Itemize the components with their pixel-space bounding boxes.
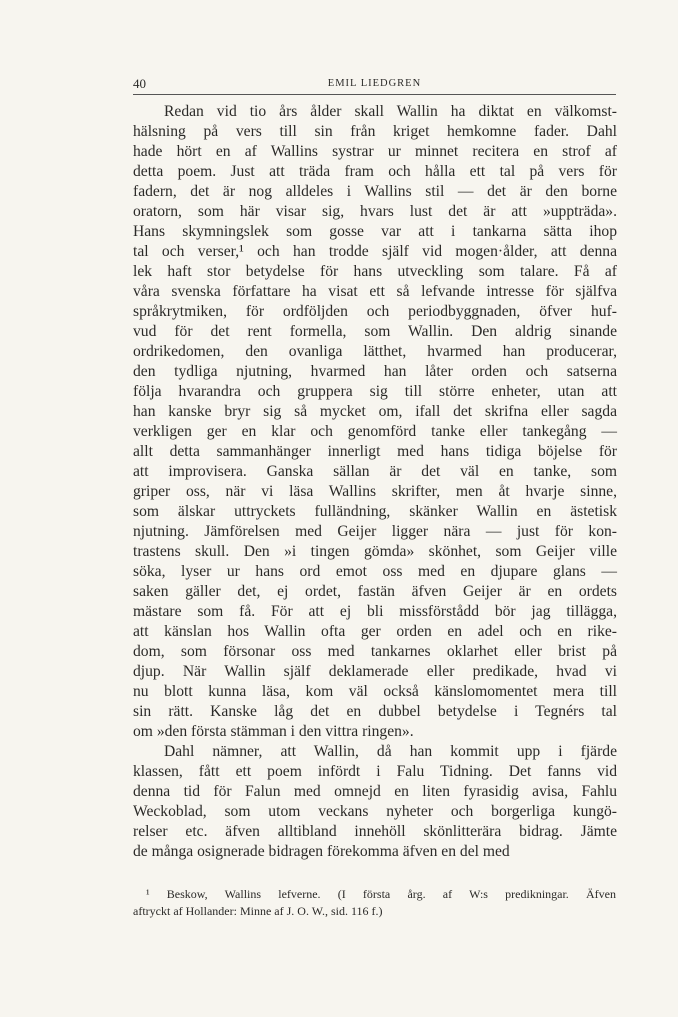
text-line: han kanske bryr sig så mycket om, ifall det skrifna eller sagda — [133, 403, 617, 420]
text-line: klassen, fått ett poem infördt i Falu Tidning. Det fanns vid — [133, 763, 617, 780]
footnote-line: aftryckt af Hollander: Minne af J. O. W., sid. 116 f.) — [133, 904, 383, 918]
text-line: Weckoblad, som utom veckans nyheter och borgerliga kungö- — [133, 803, 617, 820]
text-line: oratorn, som här visar sig, hvars lust det är att »uppträda». — [133, 203, 617, 220]
text-line: trastens skull. Den »i tingen gömda» skönhet, som Geijer ville — [133, 543, 617, 560]
text-line: om »den första stämman i den vittra ringen». — [133, 723, 414, 740]
text-line: mästare som få. För att ej bli missförstådd bör jag tillägga, — [133, 603, 617, 620]
text-line: den tydliga njutning, hvarmed han låter orden och satserna — [133, 363, 617, 380]
text-line: språkrytmiken, för ordföljden och periodbyggnaden, öfver huf- — [133, 303, 617, 320]
text-line: ordrikedomen, den ovanliga lätthet, hvarmed han producerar, — [133, 343, 617, 360]
text-line: de många osignerade bidragen förekomma äfven en del med — [133, 843, 510, 860]
text-line: relser etc. äfven alltibland innehöll skönlitterära bidrag. Jämte — [133, 823, 617, 840]
text-line: griper oss, när vi läsa Wallins skrifter, men åt hvarje sinne, — [133, 483, 617, 500]
text-line: djup. När Wallin själf deklamerade eller predikade, hvad vi — [133, 663, 617, 680]
text-line: saken gäller det, ej ordet, fastän äfven Geijer är en ordets — [133, 583, 617, 600]
text-line: Hans skymningslek som gosse var att i tankarna sätta ihop — [133, 223, 617, 240]
text-line: följa hvarandra och gruppera sig till större enheter, utan att — [133, 383, 617, 400]
text-line: att känslan hos Wallin ofta ger orden en adel och en rike- — [133, 623, 617, 640]
text-line: hade hört en af Wallins systrar ur minnet recitera en strof af — [133, 143, 617, 160]
text-line: våra svenska författare ha visat ett så lefvande intresse för själfva — [133, 283, 617, 300]
page-number: 40 — [133, 76, 146, 91]
text-line: söka, lyser ur hans ord emot oss med en djupare glans — — [133, 563, 617, 580]
text-line: allt detta sammanhänger innerligt med hans tidiga böjelse för — [133, 443, 617, 460]
text-line: detta poem. Just att träda fram och hålla ett tal på vers för — [133, 163, 617, 180]
text-line: lek haft stor betydelse för hans utveckling som talare. Få af — [133, 263, 617, 280]
text-line: njutning. Jämförelsen med Geijer ligger nära — just för kon- — [133, 523, 617, 540]
text-line: vud för det rent formella, som Wallin. Den aldrig sinande — [133, 323, 617, 340]
text-line: att improvisera. Ganska sällan är det väl en tanke, som — [133, 463, 617, 480]
footnotes — [133, 886, 616, 920]
body-text — [133, 102, 617, 862]
text-line: verkligen ger en klar och genomförd tanke eller tankegång — — [133, 423, 617, 440]
text-line: nu blott kunna läsa, kom väl också känslomomentet mera till — [133, 683, 617, 700]
text-line: tal och verser,¹ och han trodde själf vid mogen·ålder, att denna — [133, 243, 617, 260]
text-line: denna tid för Falun med omnejd en liten fyrasidig avisa, Fahlu — [133, 783, 617, 800]
text-line: hälsning på vers till sin från kriget hemkomne fader. Dahl — [133, 123, 617, 140]
text-line: Dahl nämner, att Wallin, då han kommit upp i fjärde — [164, 743, 617, 760]
text-line: sin rätt. Kanske låg det en dubbel betydelse i Tegnérs tal — [133, 703, 617, 720]
text-line: dom, som försonar oss med tankarnes oklarhet eller brist på — [133, 643, 617, 660]
text-line: Redan vid tio års ålder skall Wallin ha diktat en välkomst- — [164, 103, 617, 120]
text-line: fadern, det är nog alldeles i Wallins stil — det är den borne — [133, 183, 617, 200]
page-header — [133, 74, 616, 95]
footnote-line: ¹ Beskow, Wallins lefverne. (I första årg. af W:s predikningar. Äfven — [146, 887, 616, 901]
text-line: som älskar uttryckets fulländning, skänker Wallin en ästetisk — [133, 503, 617, 520]
running-head: EMIL LIEDGREN — [327, 78, 422, 89]
